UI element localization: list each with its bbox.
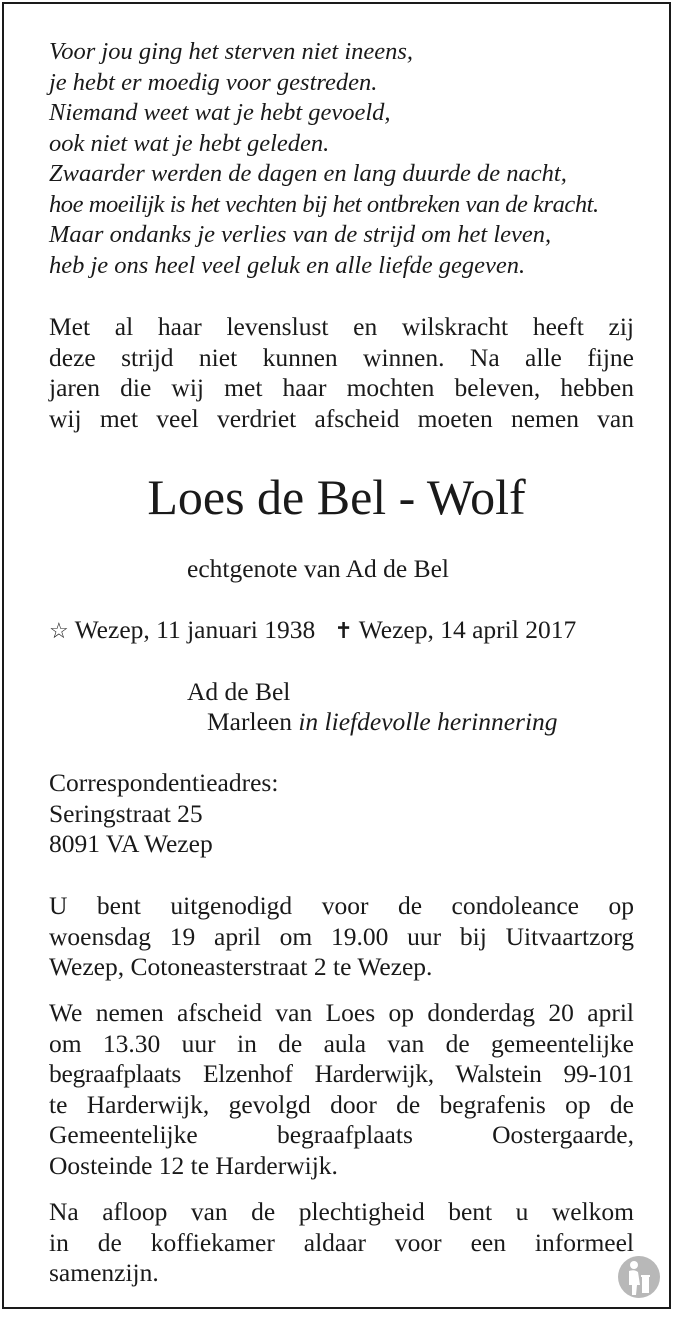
paragraph-line: woensdag 19 april om 19.00 uur bij Uitvaartzorg — [49, 921, 634, 951]
poem-line: Zwaarder werden de dagen en lang duurde de nacht, — [49, 160, 567, 187]
poem-line: Voor jou ging het sterven niet ineens, — [49, 38, 414, 65]
intro-line: deze strijd niet kunnen winnen. Na alle fijne — [49, 342, 634, 372]
birth-date: Wezep, 11 januari 1938 — [74, 615, 316, 644]
paragraph-line: te Harderwijk, gevolgd door de begrafenis op de — [49, 1089, 634, 1119]
birth-star-icon: ☆ — [49, 618, 69, 643]
family-member-name: Marleen — [207, 707, 292, 736]
paragraph-line: Na afloop van de plechtigheid bent u welkom — [49, 1197, 634, 1226]
family-member — [187, 707, 558, 737]
poem-line: Niemand weet wat je hebt gevoeld, — [49, 99, 391, 126]
paragraph-line: in de koffiekamer aldaar voor een informeel — [49, 1227, 634, 1257]
poem — [49, 37, 639, 281]
memorial-figure-icon — [617, 1255, 661, 1299]
afterwards-paragraph — [49, 1197, 634, 1289]
intro-paragraph — [49, 312, 634, 434]
intro-line: jaren die wij met haar mochten beleven, hebben — [49, 373, 634, 402]
paragraph-line: Oosteinde 12 te Harderwijk. — [49, 1150, 338, 1180]
intro-line: wij met veel verdriet afscheid moeten nemen van — [49, 403, 634, 433]
death-date: Wezep, 14 april 2017 — [358, 615, 577, 644]
condolence-paragraph — [49, 891, 634, 983]
death-cross-icon: ✝ — [334, 618, 353, 643]
poem-line: je hebt er moedig voor gestreden. — [49, 68, 378, 96]
farewell-paragraph — [49, 998, 634, 1181]
poem-line: Maar ondanks je verlies van de strijd om het leven, — [49, 221, 552, 248]
family-member: Ad de Bel — [187, 677, 291, 706]
poem-line: hoe moeilijk is het vechten bij het ontbreken van de kracht. — [49, 190, 599, 218]
life-dates — [49, 615, 639, 646]
paragraph-line: Gemeentelijke begraafplaats Oostergaarde, — [49, 1120, 634, 1149]
family-member-note: in liefdevolle herinnering — [298, 707, 558, 736]
address-line: 8091 VA Wezep — [49, 829, 213, 858]
deceased-name: Loes de Bel - Wolf — [147, 469, 526, 525]
paragraph-line: Wezep, Cotoneasterstraat 2 te Wezep. — [49, 952, 433, 981]
paragraph-line: om 13.30 uur in de aula van de gemeentelijke — [49, 1028, 634, 1058]
paragraph-line: U bent uitgenodigd voor de condoleance op — [49, 891, 634, 920]
poem-line: ook niet wat je hebt geleden. — [49, 129, 330, 157]
address-line: Correspondentieadres: — [49, 768, 279, 797]
family-signatures — [187, 677, 558, 737]
intro-line: Met al haar levenslust en wilskracht heeft zij — [49, 312, 634, 341]
paragraph-line: samenzijn. — [49, 1258, 159, 1287]
obituary-notice — [2, 2, 671, 1309]
paragraph-line: begraafplaats Elzenhof Harderwijk, Walstein 99-101 — [49, 1059, 634, 1088]
address-line: Seringstraat 25 — [49, 798, 203, 828]
paragraph-line: We nemen afscheid van Loes op donderdag 20 april — [49, 998, 634, 1027]
spouse-line: echtgenote van Ad de Bel — [187, 554, 449, 583]
poem-line: heb je ons heel veel geluk en alle liefde gegeven. — [49, 251, 526, 279]
correspondence-address — [49, 768, 278, 860]
